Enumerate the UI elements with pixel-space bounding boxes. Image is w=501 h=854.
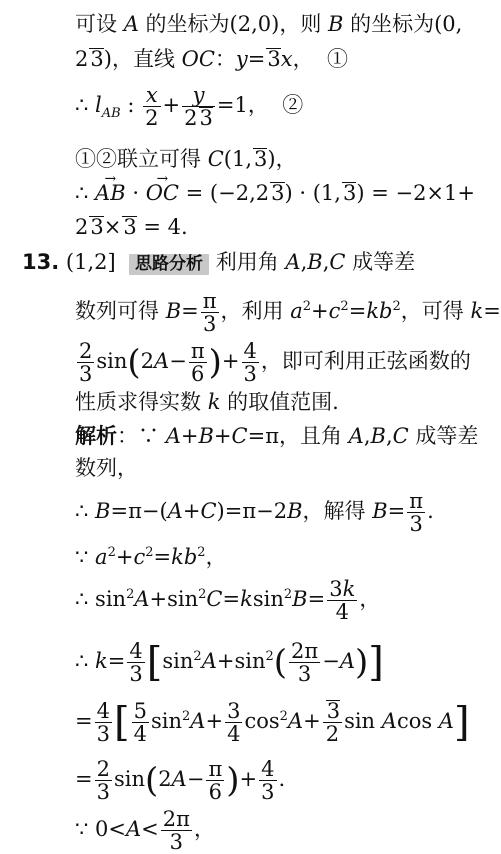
text-line-14: ∵ $a^2+c^2=kb^2$， [75, 545, 227, 569]
text-line-4: ①②联立可得 C(1,3)， [75, 147, 297, 171]
text-line-13: ∴ B=π−(A+C)=π−2B，解得 B= $\frac{\pi}{3}$ . [75, 489, 434, 537]
circled-one: ① [326, 47, 348, 71]
text-line-16: ∴ k= $\frac{4}{3}$ [$\sin^2A+\sin^2$( $\frac{2\pi}{3}$ −A)] [75, 639, 384, 687]
problem-number: 13. [22, 250, 60, 274]
text-line-6: 23×3 = 4. [75, 215, 188, 239]
text-line-19: ∵ 0<A< $\frac{2\pi}{3}$ ， [75, 807, 215, 854]
text-line-11: 解析：∵ A+B+C=π，且角 A,B,C 成等差 [75, 424, 479, 448]
text-line-10: 性质求得实数 k 的取值范围. [75, 390, 339, 414]
text-line-3: ∴ $l_{AB}$ : $\frac{x}{2}$ + $\frac{y}{23}$ =1， ② [75, 83, 304, 131]
answer: (1,2] [65, 250, 116, 274]
text-line-7: 13. (1,2] 思路分析 利用角 A,B,C 成等差 [22, 250, 416, 274]
text-line-15: ∴ $\sin^2A+\sin^2C=ksin^2B=$ $\frac{3k}{4}$ ， [75, 577, 381, 625]
text-line-8: 数列可得 B= $\frac{\pi}{3}$ ，利用 $a^2+c^2=kb^2$，可得 k= [75, 289, 501, 337]
text-line-5: ∴ → AB · → OC = (−2,23) · (1,3) = −2×1+ [75, 182, 475, 204]
text-line-1: 可设 A 的坐标为(2,0)，则 B 的坐标为(0, [75, 12, 463, 36]
analysis-badge: 思路分析 [129, 254, 209, 275]
text-line-17: = $\frac{4}{3}$ [ $\frac{5}{4}$ $\sin^2A+$ $\frac{3}{4}$ $\cos^2A+$ $\frac{3}{2}$ sin Acos A] [75, 699, 470, 747]
text-line-2: 23)，直线 OC：y=3x， ① [75, 47, 348, 71]
text-line-18: = $\frac{2}{3}$ sin(2A− $\frac{\pi}{6}$ )+ $\frac{4}{3}$ . [75, 757, 286, 805]
jiexi-label: 解析 [75, 424, 117, 448]
text-line-9: $\frac{2}{3}$ sin(2A− $\frac{\pi}{6}$ )+ $\frac{4}{3}$ ，即可利用正弦函数的 [79, 339, 471, 387]
circled-two: ② [282, 93, 304, 118]
text-line-12: 数列， [75, 456, 138, 480]
